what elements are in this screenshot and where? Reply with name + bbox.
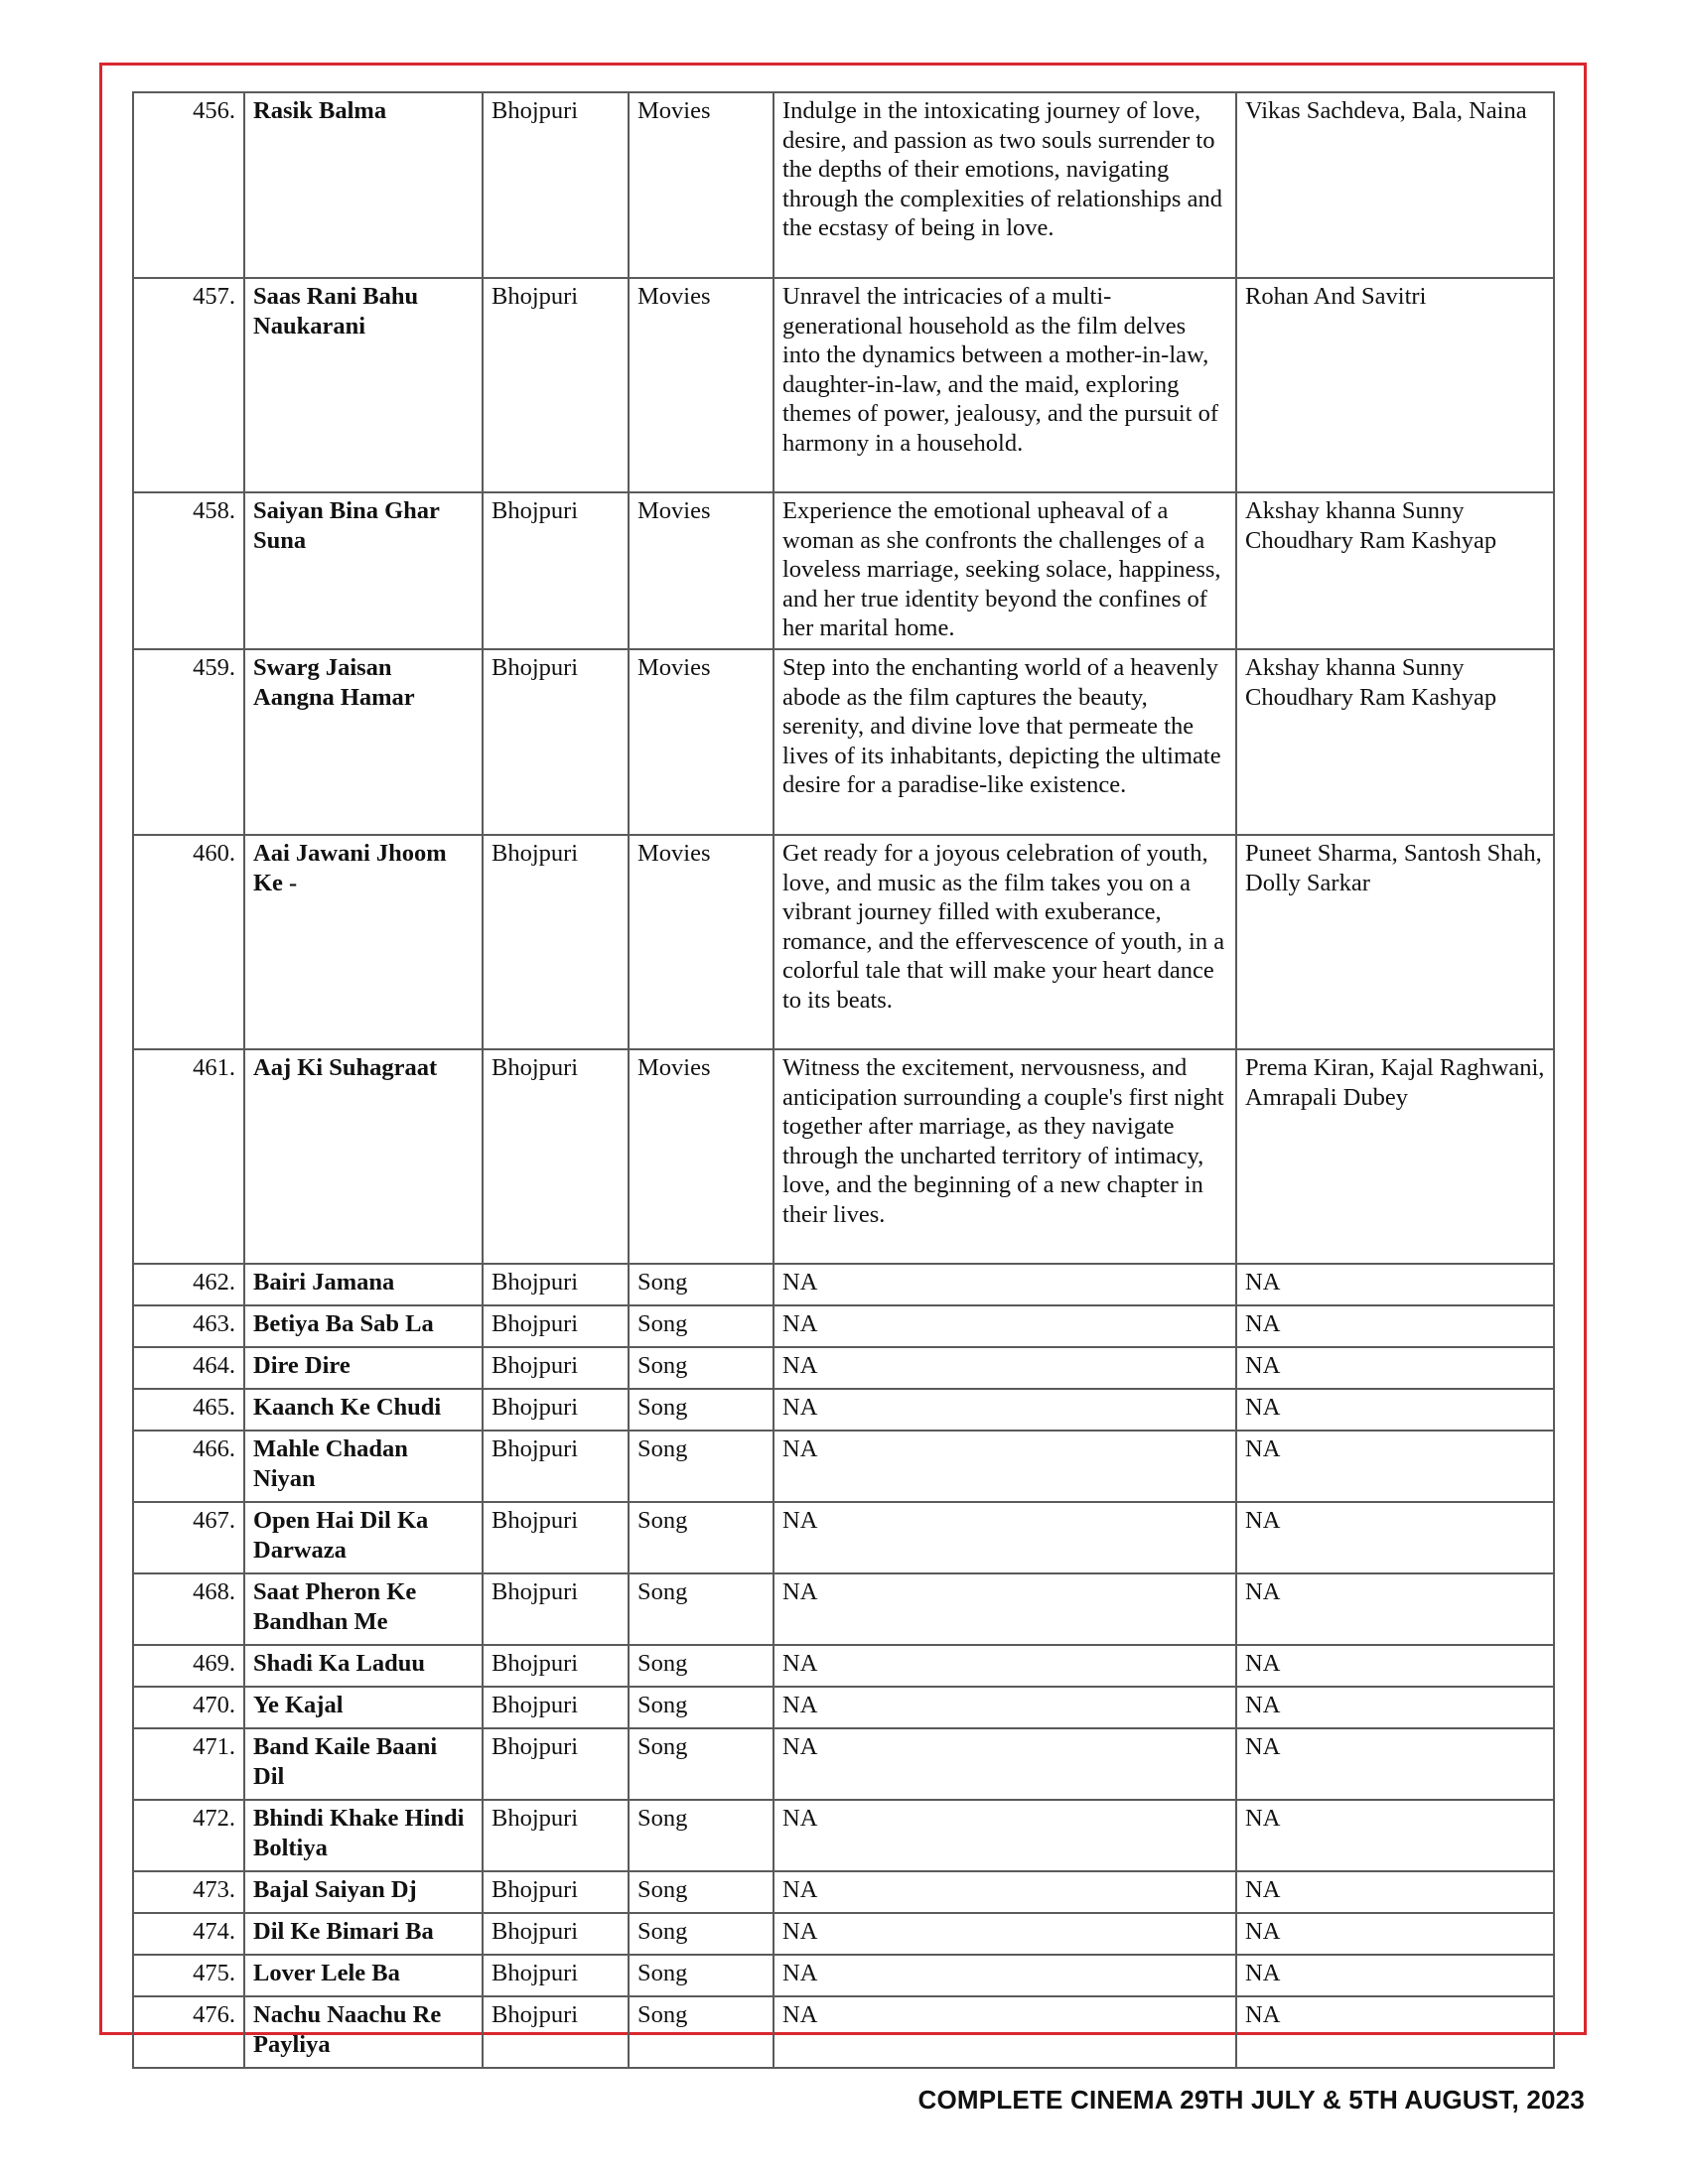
cast-cell: NA [1236,1871,1554,1913]
cast-cell: NA [1236,1347,1554,1389]
cast-cell: Vikas Sachdeva, Bala, Naina [1236,92,1554,278]
synopsis-cell: Indulge in the intoxicating journey of love, desire, and passion as two souls surrender to the depths of their emotions, navigating through the complexities of relationships and the ecstasy of being in love. [774,92,1236,278]
cast-cell: NA [1236,1955,1554,1996]
table-row [133,835,1554,1049]
type-cell: Song [629,1264,774,1305]
table-row [133,492,1554,649]
row-number: 460. [133,835,244,1049]
row-number: 470. [133,1687,244,1728]
cast-cell: Akshay khanna Sunny Choudhary Ram Kashyap [1236,649,1554,835]
type-cell: Movies [629,835,774,1049]
title-cell: Ye Kajal [244,1687,483,1728]
page-footer: COMPLETE CINEMA 29TH JULY & 5TH AUGUST, 2023 [917,2085,1585,2115]
language-cell: Bhojpuri [483,1049,629,1264]
type-cell: Song [629,1728,774,1800]
language-cell: Bhojpuri [483,1264,629,1305]
title-cell: Mahle Chadan Niyan [244,1431,483,1502]
type-cell: Song [629,1800,774,1871]
cast-cell: NA [1236,1573,1554,1645]
table-row [133,1305,1554,1347]
table-row [133,1955,1554,1996]
language-cell: Bhojpuri [483,1502,629,1573]
synopsis-cell: NA [774,1913,1236,1955]
cast-cell: NA [1236,1264,1554,1305]
language-cell: Bhojpuri [483,92,629,278]
cast-cell: Akshay khanna Sunny Choudhary Ram Kashyap [1236,492,1554,649]
row-number: 458. [133,492,244,649]
title-cell: Bairi Jamana [244,1264,483,1305]
language-cell: Bhojpuri [483,1996,629,2068]
row-number: 475. [133,1955,244,1996]
synopsis-cell: Unravel the intricacies of a multi-generational household as the film delves into the dynamics between a mother-in-law, daughter-in-law, and the maid, exploring themes of power, jealousy, and the pursuit of harmony in a household. [774,278,1236,492]
synopsis-cell: NA [774,1305,1236,1347]
language-cell: Bhojpuri [483,492,629,649]
synopsis-cell: Experience the emotional upheaval of a woman as she confronts the challenges of a loveless marriage, seeking solace, happiness, and her true identity beyond the confines of her marital home. [774,492,1236,649]
type-cell: Song [629,1573,774,1645]
type-cell: Song [629,1996,774,2068]
row-number: 463. [133,1305,244,1347]
title-cell: Swarg Jaisan Aangna Hamar [244,649,483,835]
title-cell: Aai Jawani Jhoom Ke - [244,835,483,1049]
table-row [133,1049,1554,1264]
title-cell: Band Kaile Baani Dil [244,1728,483,1800]
type-cell: Song [629,1389,774,1431]
type-cell: Movies [629,649,774,835]
row-number: 468. [133,1573,244,1645]
language-cell: Bhojpuri [483,1955,629,1996]
language-cell: Bhojpuri [483,278,629,492]
title-cell: Bajal Saiyan Dj [244,1871,483,1913]
row-number: 466. [133,1431,244,1502]
cast-cell: NA [1236,1800,1554,1871]
table-row [133,92,1554,278]
type-cell: Song [629,1431,774,1502]
language-cell: Bhojpuri [483,1871,629,1913]
synopsis-cell: NA [774,1645,1236,1687]
row-number: 462. [133,1264,244,1305]
table-row [133,1573,1554,1645]
language-cell: Bhojpuri [483,649,629,835]
title-cell: Saas Rani Bahu Naukarani [244,278,483,492]
type-cell: Movies [629,492,774,649]
table-row [133,1502,1554,1573]
row-number: 473. [133,1871,244,1913]
synopsis-cell: NA [774,1955,1236,1996]
synopsis-cell: NA [774,1389,1236,1431]
language-cell: Bhojpuri [483,1431,629,1502]
synopsis-cell: Step into the enchanting world of a heavenly abode as the film captures the beauty, serenity, and divine love that permeate the lives of its inhabitants, depicting the ultimate desire for a paradise-like existence. [774,649,1236,835]
title-cell: Betiya Ba Sab La [244,1305,483,1347]
language-cell: Bhojpuri [483,1573,629,1645]
cast-cell: NA [1236,1305,1554,1347]
table-row [133,278,1554,492]
cast-cell: NA [1236,1502,1554,1573]
row-number: 465. [133,1389,244,1431]
cast-cell: Puneet Sharma, Santosh Shah, Dolly Sarkar [1236,835,1554,1049]
table-row [133,1645,1554,1687]
row-number: 456. [133,92,244,278]
type-cell: Song [629,1913,774,1955]
table-row [133,1389,1554,1431]
type-cell: Song [629,1955,774,1996]
row-number: 457. [133,278,244,492]
language-cell: Bhojpuri [483,1687,629,1728]
cast-cell: NA [1236,1728,1554,1800]
type-cell: Song [629,1871,774,1913]
synopsis-cell: NA [774,1996,1236,2068]
row-number: 467. [133,1502,244,1573]
title-cell: Rasik Balma [244,92,483,278]
type-cell: Song [629,1347,774,1389]
table-row [133,1687,1554,1728]
table-row [133,1728,1554,1800]
title-cell: Nachu Naachu Re Payliya [244,1996,483,2068]
type-cell: Song [629,1687,774,1728]
title-cell: Open Hai Dil Ka Darwaza [244,1502,483,1573]
language-cell: Bhojpuri [483,835,629,1049]
type-cell: Song [629,1645,774,1687]
title-cell: Lover Lele Ba [244,1955,483,1996]
cast-cell: NA [1236,1996,1554,2068]
language-cell: Bhojpuri [483,1347,629,1389]
table-row [133,1871,1554,1913]
synopsis-cell: NA [774,1800,1236,1871]
title-cell: Bhindi Khake Hindi Boltiya [244,1800,483,1871]
table-row [133,1347,1554,1389]
row-number: 469. [133,1645,244,1687]
type-cell: Song [629,1502,774,1573]
synopsis-cell: Get ready for a joyous celebration of youth, love, and music as the film takes you on a vibrant journey filled with exuberance, romance, and the effervescence of youth, in a colorful tale that will make your heart dance to its beats. [774,835,1236,1049]
row-number: 464. [133,1347,244,1389]
row-number: 471. [133,1728,244,1800]
table-row [133,1996,1554,2068]
title-cell: Kaanch Ke Chudi [244,1389,483,1431]
row-number: 472. [133,1800,244,1871]
type-cell: Song [629,1305,774,1347]
synopsis-cell: NA [774,1502,1236,1573]
title-cell: Aaj Ki Suhagraat [244,1049,483,1264]
cast-cell: NA [1236,1913,1554,1955]
synopsis-cell: NA [774,1573,1236,1645]
type-cell: Movies [629,92,774,278]
language-cell: Bhojpuri [483,1913,629,1955]
language-cell: Bhojpuri [483,1800,629,1871]
row-number: 476. [133,1996,244,2068]
type-cell: Movies [629,1049,774,1264]
row-number: 461. [133,1049,244,1264]
table-row [133,649,1554,835]
row-number: 459. [133,649,244,835]
synopsis-cell: NA [774,1728,1236,1800]
title-cell: Dil Ke Bimari Ba [244,1913,483,1955]
language-cell: Bhojpuri [483,1645,629,1687]
synopsis-cell: NA [774,1264,1236,1305]
synopsis-cell: NA [774,1347,1236,1389]
title-cell: Saat Pheron Ke Bandhan Me [244,1573,483,1645]
title-cell: Saiyan Bina Ghar Suna [244,492,483,649]
synopsis-cell: Witness the excitement, nervousness, and anticipation surrounding a couple's first night together after marriage, as they navigate through the uncharted territory of intimacy, love, and the beginning of a new chapter in their lives. [774,1049,1236,1264]
cast-cell: Prema Kiran, Kajal Raghwani, Amrapali Dubey [1236,1049,1554,1264]
catalog-table [132,91,1555,2069]
language-cell: Bhojpuri [483,1305,629,1347]
cast-cell: NA [1236,1687,1554,1728]
table-row [133,1800,1554,1871]
cast-cell: NA [1236,1645,1554,1687]
row-number: 474. [133,1913,244,1955]
synopsis-cell: NA [774,1687,1236,1728]
cast-cell: NA [1236,1389,1554,1431]
table-row [133,1913,1554,1955]
cast-cell: Rohan And Savitri [1236,278,1554,492]
type-cell: Movies [629,278,774,492]
title-cell: Dire Dire [244,1347,483,1389]
language-cell: Bhojpuri [483,1389,629,1431]
synopsis-cell: NA [774,1871,1236,1913]
cast-cell: NA [1236,1431,1554,1502]
table-row [133,1264,1554,1305]
title-cell: Shadi Ka Laduu [244,1645,483,1687]
language-cell: Bhojpuri [483,1728,629,1800]
synopsis-cell: NA [774,1431,1236,1502]
table-row [133,1431,1554,1502]
